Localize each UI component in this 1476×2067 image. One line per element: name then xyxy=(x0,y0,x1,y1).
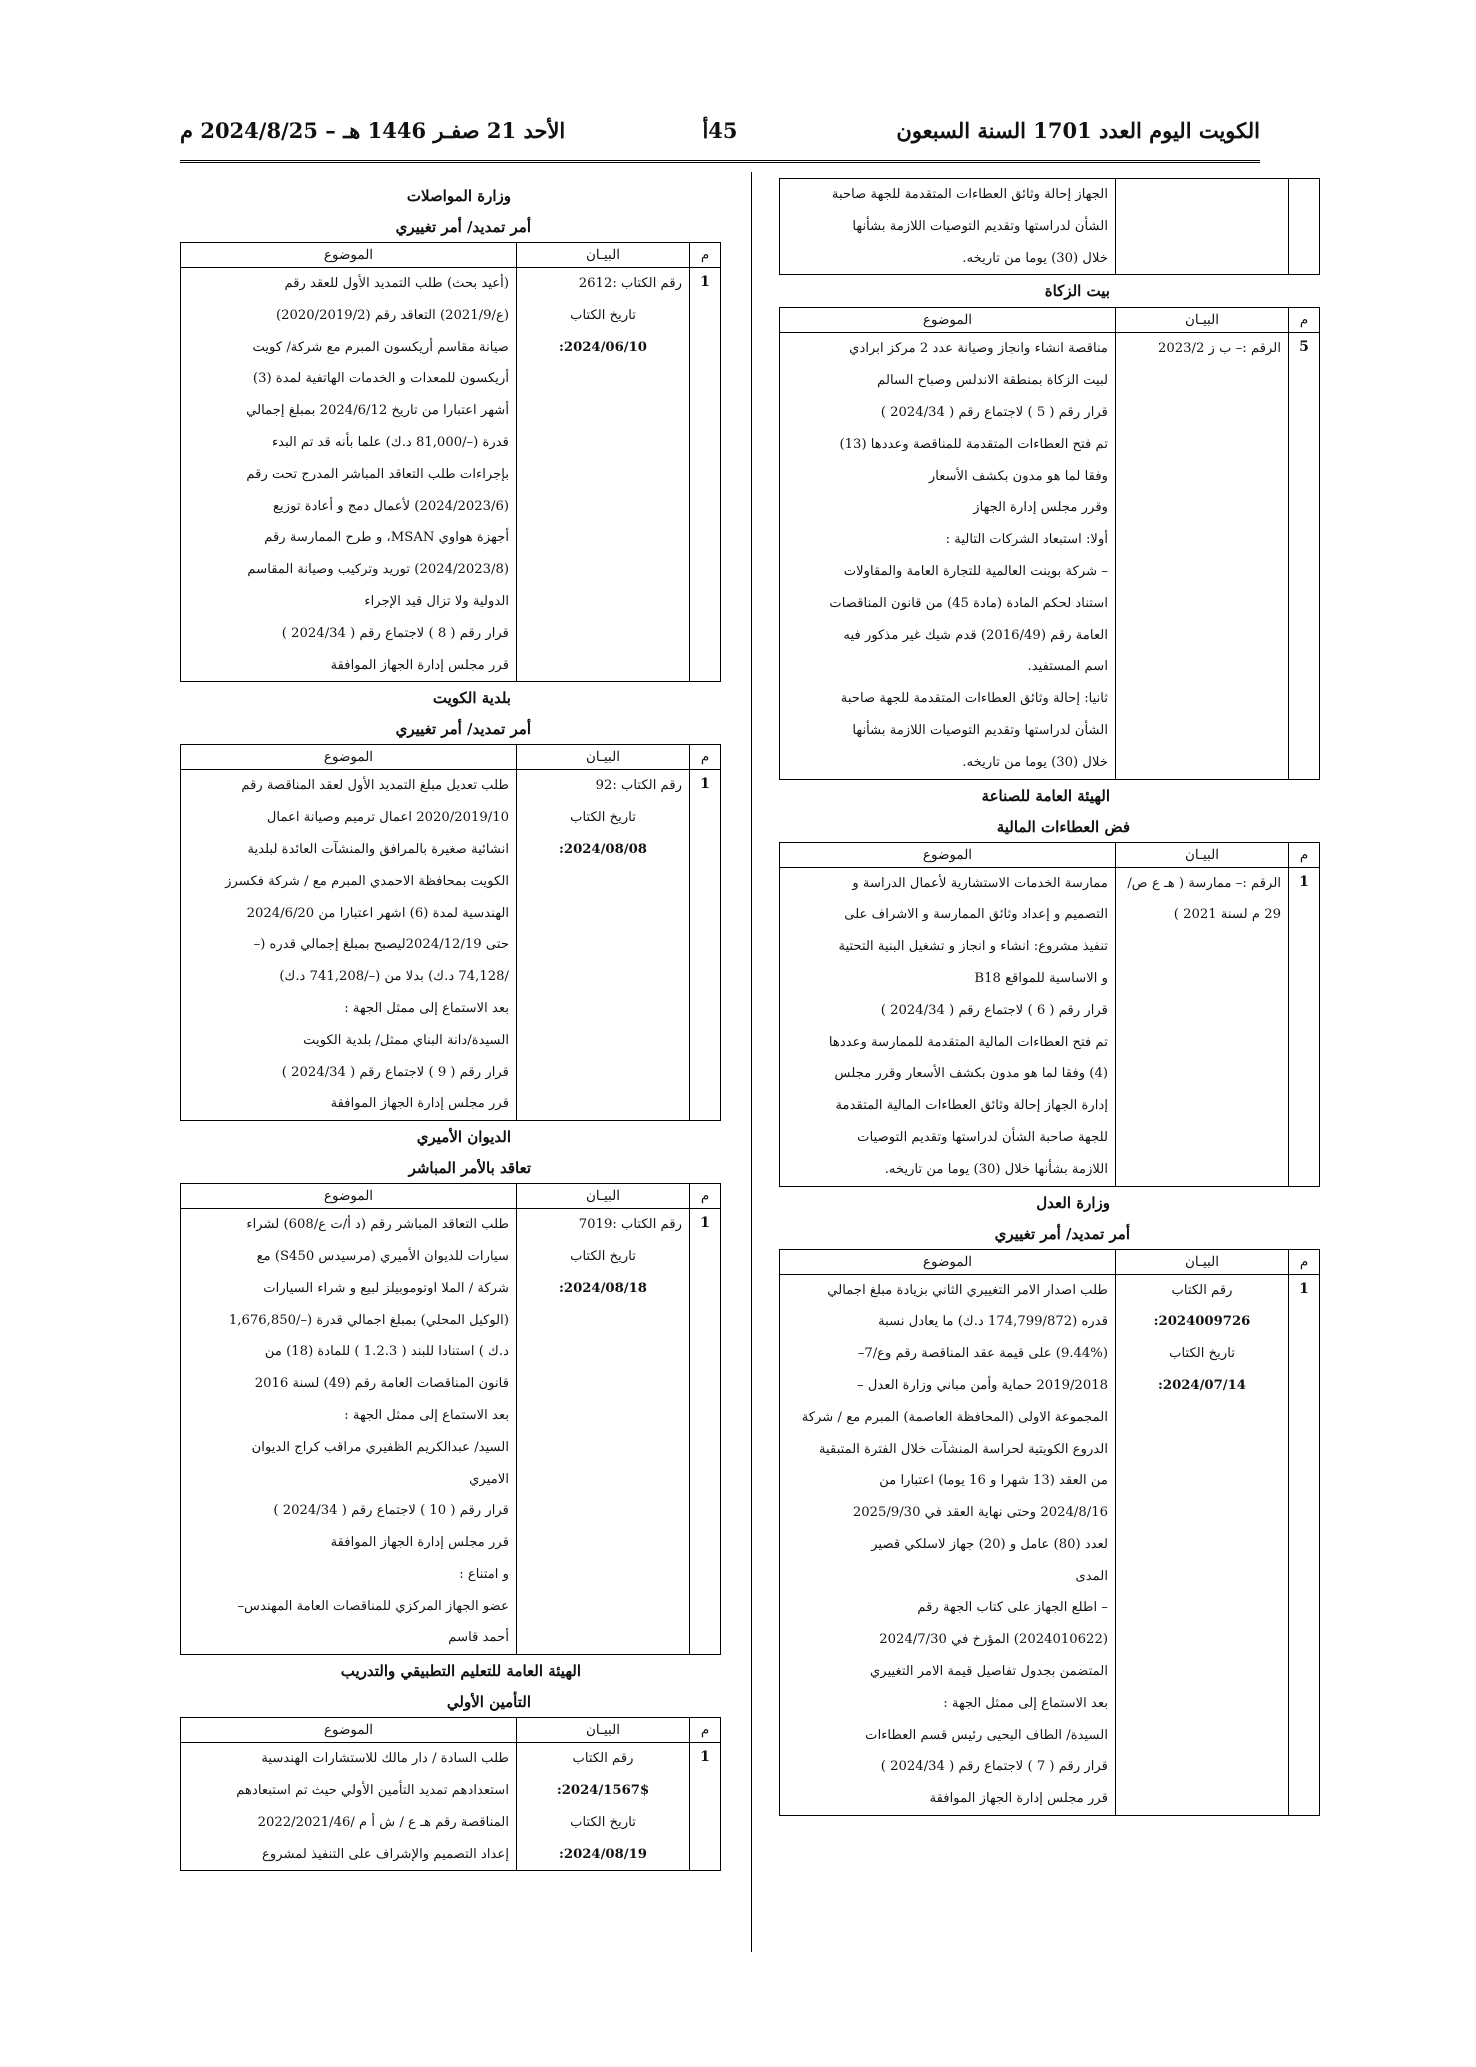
table-header: م البيـان الموضوع xyxy=(181,243,721,268)
table-header: م البيـان الموضوع xyxy=(780,1249,1320,1274)
section-title: الهيئة العامة للصناعة xyxy=(981,786,1110,805)
section-subtitle: التأمين الأولي xyxy=(446,1693,531,1712)
table-header: م البيـان الموضوع xyxy=(181,1184,721,1209)
section-title: بلدية الكويت xyxy=(432,689,511,708)
section-subtitle: أمر تمديد/ أمر تغييري xyxy=(395,720,531,739)
section-title: الديوان الأميري xyxy=(416,1128,511,1147)
continued-table xyxy=(779,178,1320,275)
table-row: 1 رقم الكتاب :92 تاريخ الكتاب 2024/08/08: طلب تعديل مبلغ التمديد الأول لعقد المناقصة رقم 2020/2019/10 اعمال ترميم وصيانة اعمال انشائية صغيرة بالمرافق والمنشآت العائدة لبلدية الكويت بمحافظة الاحمدي المبرم مع / شركة فكسرز الهندسية لمدة (6) اشهر اعتبارا من 2024/6/20 حتى 2024/12/19ليصبح بمبلغ إجمالي قدره (– /74,128 د.ك) بدلا من (–/741,208 د.ك) بعد الاستماع إلى ممثل الجهة : السيدة/دانة البناي ممثل/ بلدية الكويت قرار رقم ( 9 ) لاجتماع رقم ( 2024/34 ) قرر مجلس إدارة الجهاز الموافقة xyxy=(181,770,721,1121)
header-rule xyxy=(180,160,1260,166)
table-header: م البيـان الموضوع xyxy=(780,308,1320,333)
paaet-table xyxy=(180,1717,721,1871)
section-title: وزارة العدل xyxy=(1036,1193,1110,1212)
column-separator xyxy=(751,172,752,1952)
section-title: وزارة المواصلات xyxy=(406,187,511,205)
subject-cell: مناقصة انشاء وانجاز وصيانة عدد 2 مركز ابرادي لبيت الزكاة بمنطقة الاندلس وصباح السالم قرار رقم ( 5 ) لاجتماع رقم ( 2024/34 ) تم فتح العطاءات المتقدمة للمناقصة وعددها (13) وفقا لما هو مدون بكشف الأسعار وقرر مجلس إدارة الجهاز أولا: استبعاد الشركات التالية : – شركة بوينت العالمية للتجارة العامة والمقاولات استناد لحكم المادة (مادة 45) من قانون المناقصات العامة رقم (2016/49) قدم شيك غير مذكور فيه اسم المستفيد. ثانيا: إحالة وثائق العطاءات المتقدمة للجهة صاحبة الشأن لدراستها وتقديم التوصيات اللازمة بشأنها خلال (30) يوما من تاريخه. xyxy=(780,333,1116,779)
subject-cell: الجهاز إحالة وثائق العطاءات المتقدمة للجهة صاحبة الشأن لدراستها وتقديم التوصيات اللازمة بشأنها خلال (30) يوما من تاريخه. xyxy=(780,179,1116,275)
table-row: 1 رقم الكتاب 2024/1567$: تاريخ الكتاب 2024/08/19: طلب السادة / دار مالك للاستشارات الهندسية استعدادهم تمديد التأمين الأولي حيث تم استبعادهم المناقصة رقم هـ ع / ش أ م /2022/2021/46 إعداد التصميم والإشراف على التنفيذ لمشروع xyxy=(181,1743,721,1871)
subject-cell: طلب اصدار الامر التغييري الثاني بزيادة مبلغ اجمالي قدره (174,799/872 د.ك) ما يعادل نسبة (9.44%) على قيمة عقد المناقصة رقم وع/7– 2019/2018 حماية وأمن مباني وزارة العدل – المجموعة الاولى (المحافظة العاصمة) المبرم مع / شركة الدروع الكويتية لحراسة المنشآت خلال الفترة المتبقية من العقد (13 شهرا و 16 يوما) اعتبارا من 2024/8/16 وحتى نهاية العقد في 2025/9/30 لعدد (80) عامل و (20) جهاز لاسلكي قصير المدى – اطلع الجهاز على كتاب الجهة رقم (2024010622) المؤرخ في 2024/7/30 المتضمن بجدول تفاصيل قيمة الامر التغييري بعد الاستماع إلى ممثل الجهة : السيدة/ الطاف اليحيى رئيس قسم العطاءات قرار رقم ( 7 ) لاجتماع رقم ( 2024/34 ) قرر مجلس إدارة الجهاز الموافقة xyxy=(780,1274,1116,1816)
section-title: الهيئة العامة للتعليم التطبيقي والتدريب xyxy=(340,1662,581,1681)
page-number: 45أ xyxy=(702,118,738,143)
municipality-table xyxy=(180,744,721,1121)
diwan-table xyxy=(180,1183,721,1655)
table-row: 5 الرقم :– ب ز 2023/2 مناقصة انشاء وانجاز وصيانة عدد 2 مركز ابرادي لبيت الزكاة بمنطقة الاندلس وصباح السالم قرار رقم ( 5 ) لاجتماع رقم ( 2024/34 ) تم فتح العطاءات المتقدمة للمناقصة وعددها (13) وفقا لما هو مدون بكشف الأسعار وقرر مجلس إدارة الجهاز أولا: استبعاد الشركات التالية : – شركة بوينت العالمية للتجارة العامة والمقاولات استناد لحكم المادة (مادة 45) من قانون المناقصات العامة رقم (2016/49) قدم شيك غير مذكور فيه اسم المستفيد. ثانيا: إحالة وثائق العطاءات المتقدمة للجهة صاحبة الشأن لدراستها وتقديم التوصيات اللازمة بشأنها خلال (30) يوما من تاريخه. xyxy=(780,333,1320,779)
table-row: 1 رقم الكتاب :2612 تاريخ الكتاب 2024/06/10: (أعيد بحث) طلب التمديد الأول للعقد رقم (ع/2021/9) التعاقد رقم (2020/2019/2) صيانة مقاسم أريكسون المبرم مع شركة/ كويت أريكسون للمعدات و الخدمات الهاتفية لمدة (3) أشهر اعتبارا من تاريخ 2024/6/12 بمبلغ إجمالي قدرة (–/81,000 د.ك) علما بأنه قد تم البدء بإجراءات طلب التعاقد المباشر المدرج تحت رقم (2024/2023/6) لأعمال دمج و أعادة توزيع أجهزة هواوي MSAN، و طرح الممارسة رقم (2024/2023/8) توريد وتركيب وصيانة المقاسم الدولية ولا تزال قيد الإجراء قرار رقم ( 8 ) لاجتماع رقم ( 2024/34 ) قرر مجلس إدارة الجهاز الموافقة xyxy=(181,268,721,682)
table-header: م البيـان الموضوع xyxy=(780,842,1320,867)
table-row: 1 رقم الكتاب 2024009726: تاريخ الكتاب 2024/07/14: طلب اصدار الامر التغييري الثاني بزيادة مبلغ اجمالي قدره (174,799/872 د.ك) ما يعادل نسبة (9.44%) على قيمة عقد المناقصة رقم وع/7– 2019/2018 حماية وأمن مباني وزارة العدل – المجموعة الاولى (المحافظة العاصمة) المبرم مع / شركة الدروع الكويتية لحراسة المنشآت خلال الفترة المتبقية من العقد (13 شهرا و 16 يوما) اعتبارا من 2024/8/16 وحتى نهاية العقد في 2025/9/30 لعدد (80) عامل و (20) جهاز لاسلكي قصير المدى – اطلع الجهاز على كتاب الجهة رقم (2024010622) المؤرخ في 2024/7/30 المتضمن بجدول تفاصيل قيمة الامر التغييري بعد الاستماع إلى ممثل الجهة : السيدة/ الطاف اليحيى رئيس قسم العطاءات قرار رقم ( 7 ) لاجتماع رقم ( 2024/34 ) قرر مجلس إدارة الجهاز الموافقة xyxy=(780,1274,1320,1816)
left-column xyxy=(180,180,721,1871)
table-row xyxy=(780,179,1320,275)
subject-cell: طلب السادة / دار مالك للاستشارات الهندسية استعدادهم تمديد التأمين الأولي حيث تم استبعادهم المناقصة رقم هـ ع / ش أ م /2022/2021/46 إعداد التصميم والإشراف على التنفيذ لمشروع xyxy=(181,1743,517,1871)
justice-table xyxy=(779,1249,1320,1817)
gazette-issue: الكويت اليوم العدد 1701 السنة السبعون xyxy=(896,118,1260,143)
page-header xyxy=(180,118,1260,158)
section-title: بيت الزكاة xyxy=(1044,282,1110,301)
communications-table xyxy=(180,242,721,682)
right-column xyxy=(779,178,1320,1816)
issue-date: الأحد 21 صفـر 1446 هـ – 2024/8/25 م xyxy=(180,118,566,143)
industry-table xyxy=(779,842,1320,1187)
subject-cell: (أعيد بحث) طلب التمديد الأول للعقد رقم (ع/2021/9) التعاقد رقم (2020/2019/2) صيانة مقاسم أريكسون المبرم مع شركة/ كويت أريكسون للمعدات و الخدمات الهاتفية لمدة (3) أشهر اعتبارا من تاريخ 2024/6/12 بمبلغ إجمالي قدرة (–/81,000 د.ك) علما بأنه قد تم البدء بإجراءات طلب التعاقد المباشر المدرج تحت رقم (2024/2023/6) لأعمال دمج و أعادة توزيع أجهزة هواوي MSAN، و طرح الممارسة رقم (2024/2023/8) توريد وتركيب وصيانة المقاسم الدولية ولا تزال قيد الإجراء قرار رقم ( 8 ) لاجتماع رقم ( 2024/34 ) قرر مجلس إدارة الجهاز الموافقة xyxy=(181,268,517,682)
subject-cell: طلب تعديل مبلغ التمديد الأول لعقد المناقصة رقم 2020/2019/10 اعمال ترميم وصيانة اعمال انشائية صغيرة بالمرافق والمنشآت العائدة لبلدية الكويت بمحافظة الاحمدي المبرم مع / شركة فكسرز الهندسية لمدة (6) اشهر اعتبارا من 2024/6/20 حتى 2024/12/19ليصبح بمبلغ إجمالي قدره (– /74,128 د.ك) بدلا من (–/741,208 د.ك) بعد الاستماع إلى ممثل الجهة : السيدة/دانة البناي ممثل/ بلدية الكويت قرار رقم ( 9 ) لاجتماع رقم ( 2024/34 ) قرر مجلس إدارة الجهاز الموافقة xyxy=(181,770,517,1121)
subject-cell: طلب التعاقد المباشر رقم (د أ/ت ع/608) لشراء سيارات للديوان الأميري (مرسيدس S450) مع شركة / الملا اوتوموبيلز لبيع و شراء السيارات (الوكيل المحلي) بمبلغ اجمالي قدرة (–/1,676,850 د.ك ) استنادا للبند ( 1.2.3 ) للمادة (18) من قانون المناقصات العامة رقم (49) لسنة 2016 بعد الاستماع إلى ممثل الجهة : السيد/ عبدالكريم الظفيري مراقب كراج الديوان الاميري قرار رقم ( 10 ) لاجتماع رقم ( 2024/34 ) قرر مجلس إدارة الجهاز الموافقة و امتناع : عضو الجهاز المركزي للمناقصات العامة المهندس– أحمد قاسم xyxy=(181,1209,517,1655)
table-header: م البيـان الموضوع xyxy=(181,1718,721,1743)
section-subtitle: أمر تمديد/ أمر تغييري xyxy=(994,1224,1130,1243)
table-header: م البيـان الموضوع xyxy=(181,745,721,770)
table-row: 1 الرقم :– ممارسة ( هـ ع ص/ 29 م لسنة 2021 ) ممارسة الخدمات الاستشارية لأعمال الدراسة و التصميم و إعداد وثائق الممارسة و الاشراف على تنفيذ مشروع: انشاء و انجاز و تشغيل البنية التحتية و الاساسية للمواقع B18 قرار رقم ( 6 ) لاجتماع رقم ( 2024/34 ) تم فتح العطاءات المالية المتقدمة للممارسة وعددها (4) وفقا لما هو مدون بكشف الأسعار وقرر مجلس إدارة الجهاز إحالة وثائق العطاءات المالية المتقدمة للجهة صاحبة الشأن لدراستها وتقديم التوصيات اللازمة بشأنها خلال (30) يوما من تاريخه. xyxy=(780,867,1320,1186)
section-subtitle: تعاقد بالأمر المباشر xyxy=(408,1159,531,1178)
section-subtitle: فض العطاءات المالية xyxy=(996,817,1130,836)
table-row: 1 رقم الكتاب :7019 تاريخ الكتاب 2024/08/18: طلب التعاقد المباشر رقم (د أ/ت ع/608) لشراء سيارات للديوان الأميري (مرسيدس S450) مع شركة / الملا اوتوموبيلز لبيع و شراء السيارات (الوكيل المحلي) بمبلغ اجمالي قدرة (–/1,676,850 د.ك ) استنادا للبند ( 1.2.3 ) للمادة (18) من قانون المناقصات العامة رقم (49) لسنة 2016 بعد الاستماع إلى ممثل الجهة : السيد/ عبدالكريم الظفيري مراقب كراج الديوان الاميري قرار رقم ( 10 ) لاجتماع رقم ( 2024/34 ) قرر مجلس إدارة الجهاز الموافقة و امتناع : عضو الجهاز المركزي للمناقصات العامة المهندس– أحمد قاسم xyxy=(181,1209,721,1655)
zakat-table xyxy=(779,307,1320,779)
section-subtitle: أمر تمديد/ أمر تغييري xyxy=(395,218,531,236)
subject-cell: ممارسة الخدمات الاستشارية لأعمال الدراسة و التصميم و إعداد وثائق الممارسة و الاشراف على تنفيذ مشروع: انشاء و انجاز و تشغيل البنية التحتية و الاساسية للمواقع B18 قرار رقم ( 6 ) لاجتماع رقم ( 2024/34 ) تم فتح العطاءات المالية المتقدمة للممارسة وعددها (4) وفقا لما هو مدون بكشف الأسعار وقرر مجلس إدارة الجهاز إحالة وثائق العطاءات المالية المتقدمة للجهة صاحبة الشأن لدراستها وتقديم التوصيات اللازمة بشأنها خلال (30) يوما من تاريخه. xyxy=(780,867,1116,1186)
